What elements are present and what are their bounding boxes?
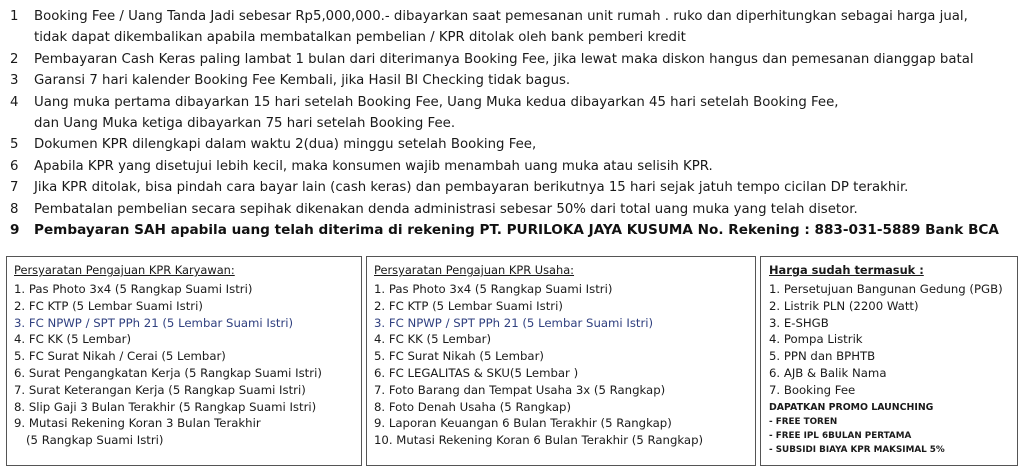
- harga-termasuk-title: Harga sudah termasuk :: [769, 263, 924, 277]
- term-item: [10, 134, 1020, 155]
- term-text: Booking Fee / Uang Tanda Jadi sebesar Rp5,000,000.- dibayarkan saat pemesanan unit rumah . ruko dan diperhitungkan sebagai harga jual,: [34, 9, 968, 24]
- list-item: 2. FC KTP (5 Lembar Suami Istri): [374, 298, 563, 313]
- term-text: Pembayaran SAH apabila uang telah diterima di rekening PT. PURILOKA JAYA KUSUMA No. Rekening : 883-031-5889 Bank BCA: [34, 222, 999, 239]
- term-item: [10, 92, 1020, 135]
- list-item: 6. FC LEGALITAS & SKU(5 Lembar ): [374, 365, 579, 380]
- term-text: Apabila KPR yang disetujui lebih kecil, maka konsumen wajib menambah uang muka atau selisih KPR.: [34, 158, 713, 174]
- list-item-continued: (5 Rangkap Suami Istri): [26, 433, 164, 448]
- promo-item: - FREE TOREN: [769, 416, 838, 427]
- list-item: 7. Surat Keterangan Kerja (5 Rangkap Suami Istri): [14, 382, 306, 397]
- term-text: Pembayaran Cash Keras paling lambat 1 bulan dari diterimanya Booking Fee, jika lewat maka diskon hangus dan pemesanan dianggap batal: [34, 51, 974, 67]
- term-item: [10, 177, 1020, 198]
- term-number: 4: [10, 94, 19, 110]
- list-item: 1. Pas Photo 3x4 (5 Rangkap Suami Istri): [374, 282, 613, 296]
- kpr-usaha-box: [366, 256, 756, 466]
- list-item: 4. Pompa Listrik: [769, 332, 863, 347]
- list-item: 2. FC KTP (5 Lembar Suami Istri): [14, 298, 203, 313]
- term-text: Pembatalan pembelian secara sepihak dikenakan denda administrasi sebesar 50% dari total uang muka yang telah disetor.: [34, 201, 858, 217]
- promo-title: DAPATKAN PROMO LAUNCHING: [769, 401, 934, 413]
- kpr-karyawan-list: [7, 278, 361, 449]
- term-number: 5: [10, 137, 19, 153]
- term-number: 8: [10, 201, 19, 217]
- list-item: 3. E-SHGB: [769, 315, 829, 330]
- term-number: 7: [10, 180, 19, 196]
- term-text: Dokumen KPR dilengkapi dalam waktu 2(dua) minggu setelah Booking Fee,: [34, 137, 537, 153]
- list-item: 5. FC Surat Nikah (5 Lembar): [374, 349, 544, 364]
- term-item: [10, 199, 1020, 220]
- list-item: [374, 315, 755, 332]
- term-item-payment: [10, 220, 1020, 241]
- term-number: 6: [10, 158, 19, 174]
- list-item: 2. Listrik PLN (2200 Watt): [769, 298, 919, 313]
- term-text: Uang muka pertama dibayarkan 15 hari setelah Booking Fee, Uang Muka kedua dibayarkan 45 hari setelah Booking Fee,: [34, 94, 839, 110]
- term-item: [10, 49, 1020, 70]
- list-item: 7. Booking Fee: [769, 382, 856, 397]
- list-item: [14, 315, 361, 332]
- list-item: 9. Laporan Keuangan 6 Bulan Terakhir (5 Rangkap): [374, 416, 672, 431]
- promo-item: - FREE IPL 6BULAN PERTAMA: [769, 430, 912, 441]
- harga-termasuk-list: [761, 278, 1017, 399]
- list-item: 8. Slip Gaji 3 Bulan Terakhir (5 Rangkap Suami Istri): [14, 399, 317, 414]
- term-text-continued: tidak dapat dikembalikan apabila membatalkan pembelian / KPR ditolak oleh bank pemberi kredit: [34, 30, 686, 46]
- list-item: 6. AJB & Balik Nama: [769, 365, 887, 380]
- list-item: 6. Surat Pengangkatan Kerja (5 Rangkap Suami Istri): [14, 365, 322, 380]
- term-item: [10, 70, 1020, 91]
- kpr-usaha-title: Persyaratan Pengajuan KPR Usaha:: [374, 263, 575, 277]
- term-text: Garansi 7 hari kalender Booking Fee Kembali, jika Hasil BI Checking tidak bagus.: [34, 73, 571, 89]
- term-number: 1: [10, 9, 19, 24]
- term-number: 3: [10, 73, 19, 89]
- term-text: Jika KPR ditolak, bisa pindah cara bayar lain (cash keras) dan pembayaran berikutnya 15 hari sejak jatuh tempo cicilan DP terakhir.: [34, 180, 909, 196]
- term-item: [10, 156, 1020, 177]
- kpr-usaha-list: [367, 278, 755, 449]
- kpr-karyawan-box: [6, 256, 362, 466]
- list-item: 5. FC Surat Nikah / Cerai (5 Lembar): [14, 349, 226, 364]
- kpr-karyawan-title: Persyaratan Pengajuan KPR Karyawan:: [14, 263, 235, 277]
- term-number: 2: [10, 51, 19, 67]
- list-item: 4. FC KK (5 Lembar): [374, 332, 492, 347]
- list-item: 1. Persetujuan Bangunan Gedung (PGB): [769, 282, 1003, 296]
- list-item-text: 3. FC NPWP / SPT PPh 21 (5 Lembar Suami Istri): [374, 315, 654, 330]
- term-item: [10, 6, 1020, 49]
- list-item: 4. FC KK (5 Lembar): [14, 332, 132, 347]
- terms-list: [10, 6, 1020, 241]
- list-item: 5. PPN dan BPHTB: [769, 349, 876, 364]
- list-item: 9. Mutasi Rekening Koran 3 Bulan Terakhir: [14, 416, 261, 431]
- list-item-text: 3. FC NPWP / SPT PPh 21 (5 Lembar Suami Istri): [14, 315, 294, 330]
- harga-termasuk-box: [760, 256, 1018, 466]
- list-item: 10. Mutasi Rekening Koran 6 Bulan Terakhir (5 Rangkap): [374, 433, 704, 448]
- term-number: 9: [10, 222, 20, 239]
- list-item: 7. Foto Barang dan Tempat Usaha 3x (5 Rangkap): [374, 382, 666, 397]
- list-item: 8. Foto Denah Usaha (5 Rangkap): [374, 399, 572, 414]
- promo-item: - SUBSIDI BIAYA KPR MAKSIMAL 5%: [769, 444, 945, 455]
- list-item: 1. Pas Photo 3x4 (5 Rangkap Suami Istri): [14, 282, 253, 296]
- requirements-section: [6, 256, 1018, 468]
- term-text-continued: dan Uang Muka ketiga dibayarkan 75 hari setelah Booking Fee.: [34, 116, 456, 132]
